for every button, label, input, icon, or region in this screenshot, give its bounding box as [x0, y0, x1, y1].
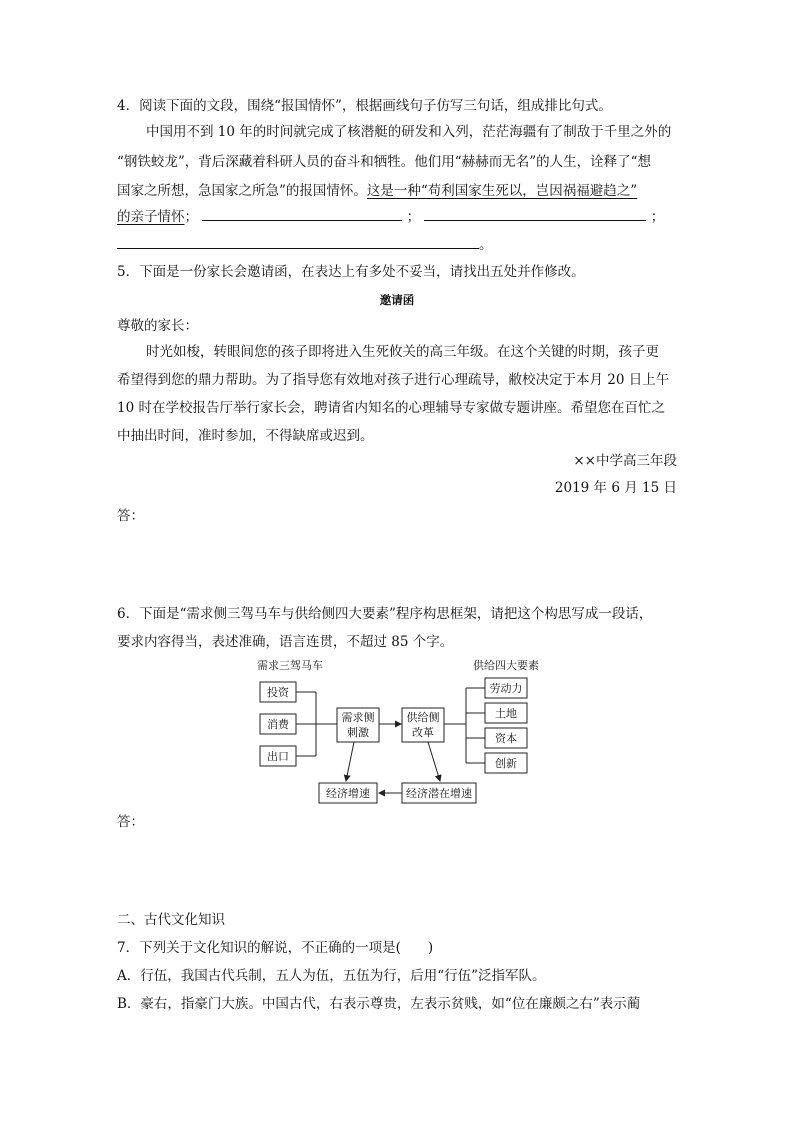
q4-underlined-sentence-end: 的亲子情怀 — [117, 209, 185, 225]
label-potential-growth: 经济潜在增速 — [406, 787, 472, 800]
q4-stem: 4．阅读下面的文段，围绕“报国情怀”，根据画线句子仿写三句话，组成排比句式。 — [117, 98, 612, 114]
q6-answer-label: 答： — [117, 814, 144, 830]
q6-stem-line-2: 要求内容得当，表述准确，语言连贯，不超过 85 个字。 — [117, 634, 454, 650]
invitation-signer: ××中学高三年段 — [573, 453, 677, 469]
q4-end-mark: 。 — [479, 237, 493, 253]
diagram-left-title: 需求三驾马车 — [257, 659, 323, 672]
invitation-body-line-4: 中抽出时间，准时参加，不得缺席或迟到。 — [117, 428, 374, 444]
diagram-right-title: 供给四大要素 — [473, 659, 539, 672]
q4-paragraph-line-2: “钢铁蛟龙”，背后深藏着科研人员的奋斗和牺牲。他们用“赫赫而无名”的人生，诠释了“想 — [117, 154, 652, 170]
q4-underlined-sentence: 这是一种“苟利国家生死以，岂因祸福避趋之” — [366, 183, 638, 199]
label-export: 出口 — [267, 750, 289, 763]
label-demand-line-1: 需求侧 — [341, 711, 375, 724]
q5-stem: 5．下面是一份家长会邀请函，在表达上有多处不妥当，请找出五处并作修改。 — [117, 264, 585, 280]
q7-option-a: A．行伍，我国古代兵制，五人为伍，五伍为行，后用“行伍”泛指军队。 — [117, 968, 546, 984]
q6-stem-line-1: 6．下面是“需求侧三驾马车与供给侧四大要素”程序构思框架，请把这个构思写成一段话， — [117, 606, 653, 622]
label-growth-rate: 经济增速 — [326, 787, 370, 800]
label-demand-line-2: 刺激 — [347, 726, 369, 739]
invitation-date: 2019 年 6 月 15 日 — [554, 480, 677, 496]
q4-paragraph-line-1: 中国用不到 10 年的时间就完成了核潜艇的研发和入列，茫茫海疆有了制敌于千里之外的 — [146, 124, 672, 140]
q4-paragraph-text: 国家之所想，急国家之所急”的报国情怀。 — [117, 183, 367, 199]
label-innovation: 创新 — [495, 757, 517, 770]
invitation-body-line-3: 10 时在学校报告厅举行家长会，聘请省内知名的心理辅导专家做专题讲座。希望您在百忙之 — [117, 400, 665, 416]
q4-separator: ； — [184, 209, 198, 225]
label-investment: 投资 — [267, 686, 289, 699]
label-consumption: 消费 — [267, 718, 289, 731]
invitation-title: 邀请函 — [379, 293, 415, 307]
label-labor: 劳动力 — [489, 682, 523, 695]
q5-answer-label: 答： — [117, 508, 144, 524]
q7-option-b: B．豪右，指豪门大族。中国古代，右表示尊贵，左表示贫贱，如“位在廉颇之右”表示蔺 — [117, 996, 641, 1012]
label-supply-line-2: 改革 — [412, 726, 434, 739]
q4-separator: ； — [406, 209, 421, 225]
section-heading: 二、古代文化知识 — [117, 912, 225, 928]
invitation-body-line-2: 希望得到您的鼎力帮助。为了指导您有效地对孩子进行心理疏导，敝校决定于本月 20 日上午 — [117, 372, 670, 388]
label-capital: 资本 — [495, 732, 517, 745]
label-supply-line-1: 供给侧 — [406, 711, 440, 724]
q4-separator: ； — [650, 209, 665, 225]
q7-stem: 7．下列关于文化知识的解说，不正确的一项是( ) — [117, 940, 434, 956]
invitation-salutation: 尊敬的家长： — [117, 318, 198, 334]
invitation-body-line-1: 时光如梭，转眼间您的孩子即将进入生死攸关的高三年级。在这个关键的时期，孩子更 — [146, 344, 659, 360]
label-land: 土地 — [495, 707, 517, 720]
